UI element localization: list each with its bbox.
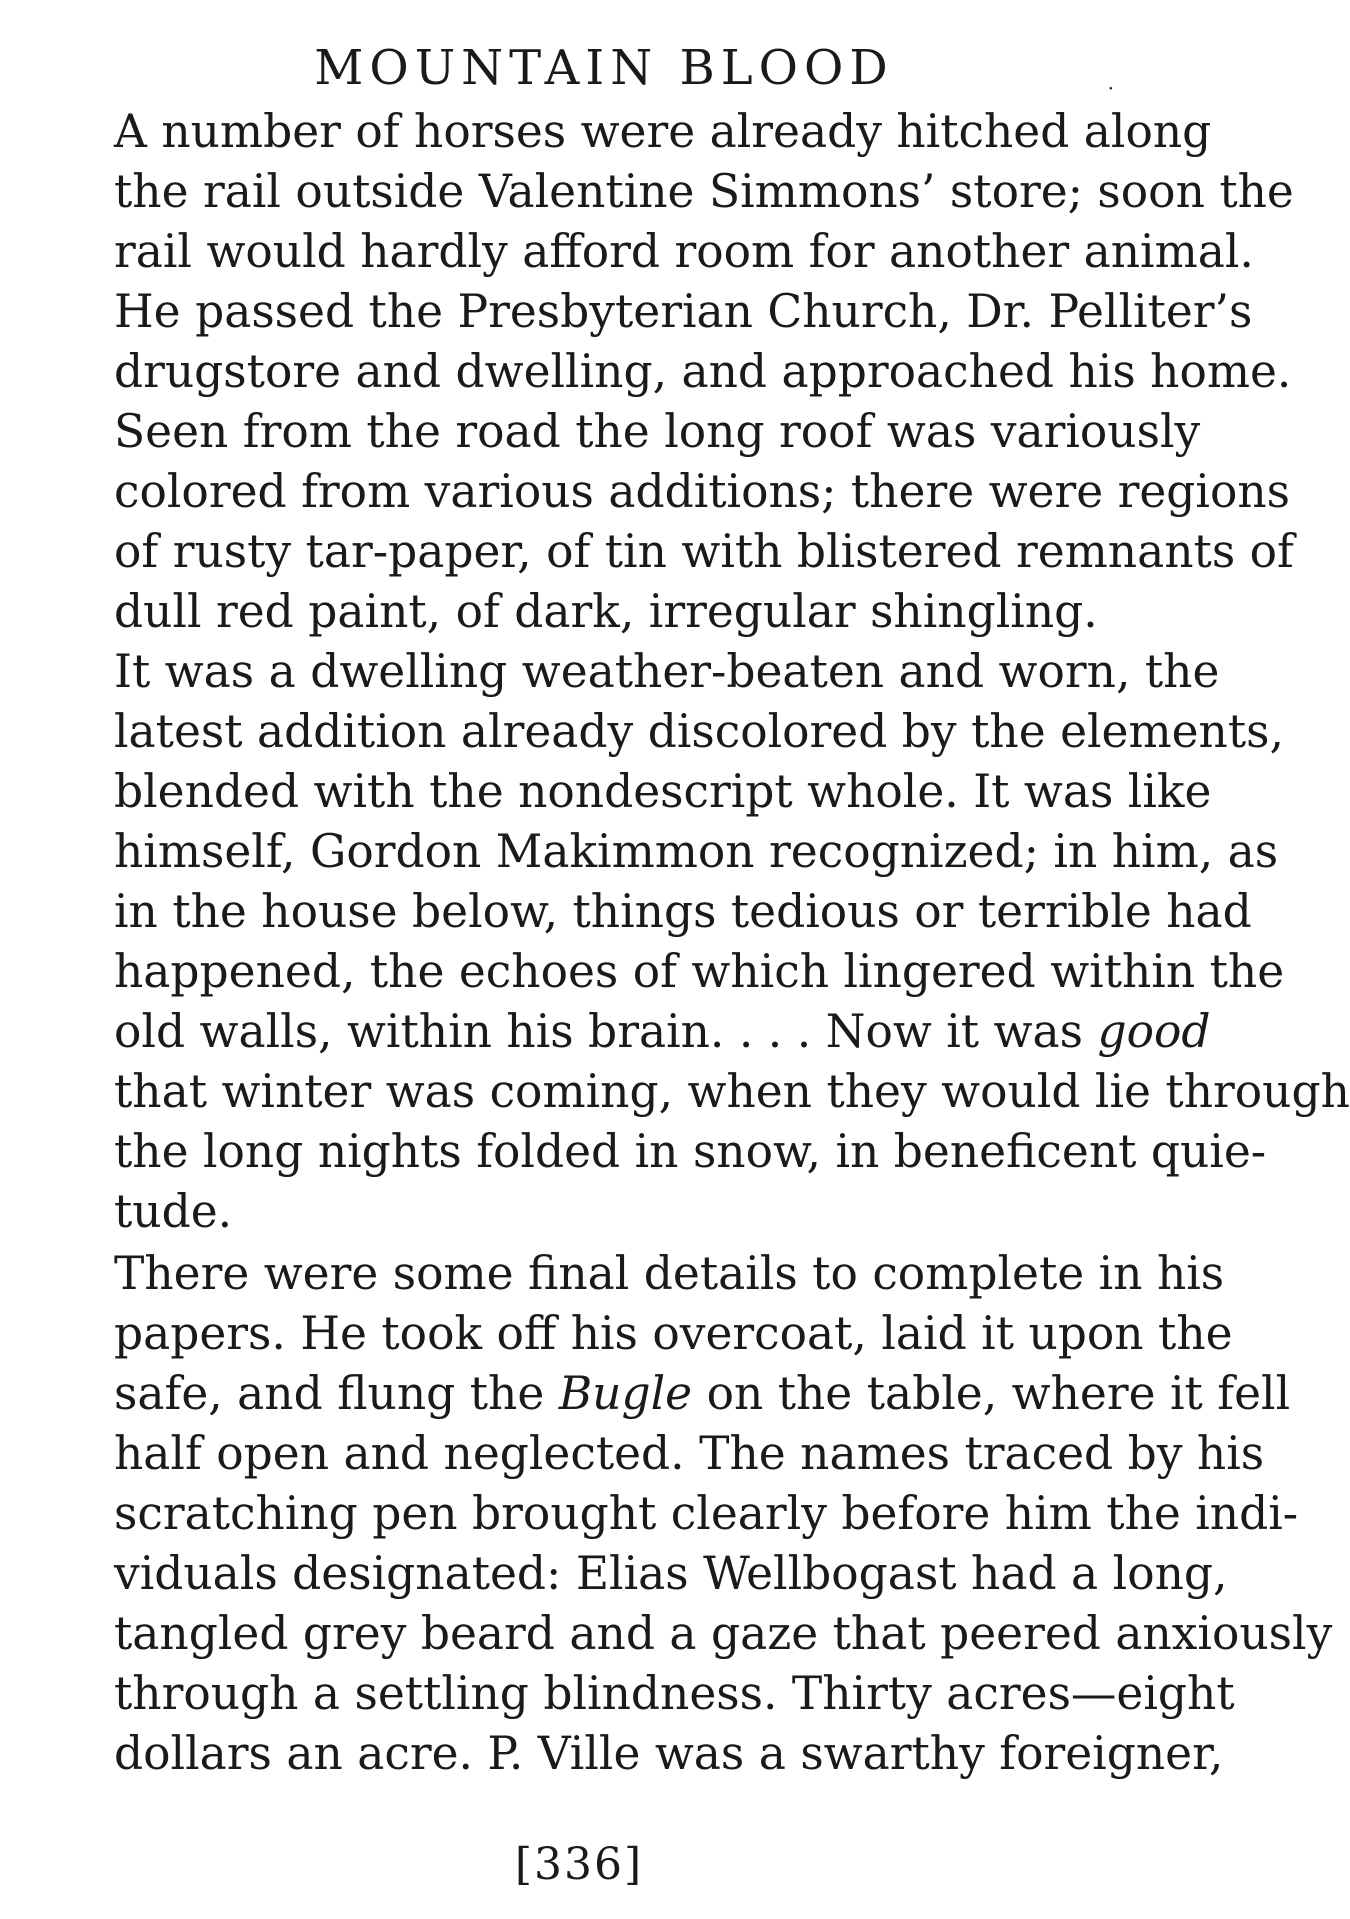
book-page [64,38,1350,1784]
text-segment: safe, and flung the [114,1367,545,1420]
text-line: through a settling blindness. Thirty acres—eight [114,1667,1235,1720]
running-head-title: MOUNTAIN BLOOD [314,40,894,96]
text-line: half open and neglected. The names traced by his [114,1427,1265,1480]
text-line: A number of horses were already hitched along [114,105,1212,158]
text-line: rail would hardly afford room for another animal. [114,225,1254,278]
text-line: latest addition already discolored by the elements, [114,705,1284,758]
text-line: happened, the echoes of which lingered within the [114,945,1285,998]
text-line [64,1002,1211,1062]
text-line: It was a dwelling weather-beaten and worn, the [114,645,1220,698]
paragraph-3 [64,1244,1333,1784]
italic-word: Bugle [558,1367,693,1420]
text-line: papers. He took off his overcoat, laid it upon the [114,1307,1233,1360]
paragraph-2 [64,642,1350,1242]
paragraph-1 [64,102,1294,642]
page-number: [336] [514,1839,644,1890]
text-line: blended with the nondescript whole. It was like [114,765,1212,818]
text-line: the rail outside Valentine Simmons’ store; soon the [114,165,1294,218]
text-line: tangled grey beard and a gaze that peered anxiously [114,1607,1333,1660]
text-segment: on the table, where it fell [706,1367,1291,1420]
italic-word: good [1097,1005,1211,1058]
text-line: tude. [114,1185,233,1238]
text-line: in the house below, things tedious or terrible had [114,885,1252,938]
text-line: He passed the Presbyterian Church, Dr. Pelliter’s [114,285,1253,338]
text-line: viduals designated: Elias Wellbogast had a long, [114,1547,1228,1600]
text-line: of rusty tar-paper, of tin with blistered remnants of [114,525,1294,578]
text-line: dull red paint, of dark, irregular shingling. [114,585,1098,638]
text-line [64,1364,1291,1424]
text-line: scratching pen brought clearly before him the indi- [114,1487,1299,1540]
text-line: himself, Gordon Makimmon recognized; in him, as [114,825,1279,878]
text-line: that winter was coming, when they would lie through [114,1065,1350,1118]
text-line: colored from various additions; there were regions [114,465,1291,518]
margin-mark: · [1107,76,1114,100]
text-line: drugstore and dwelling, and approached his home. [114,345,1292,398]
text-line: There were some final details to complete in his [114,1247,1225,1300]
text-line: the long nights folded in snow, in beneficent quie- [114,1125,1267,1178]
text-line: dollars an acre. P. Ville was a swarthy foreigner, [114,1727,1224,1780]
text-segment: old walls, within his brain. . . . Now it was [114,1005,1083,1058]
text-line: Seen from the road the long roof was variously [114,405,1201,458]
running-head [64,38,1114,98]
